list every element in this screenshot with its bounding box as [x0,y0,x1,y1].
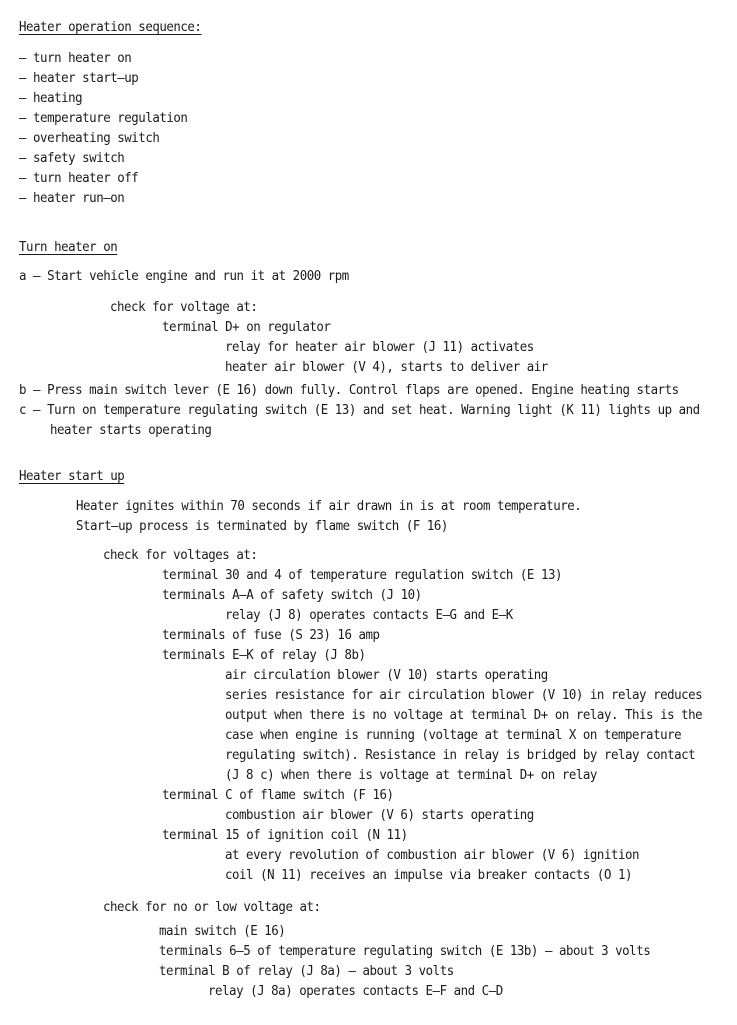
start-up-line: combustion air blower (V 6) starts operating [225,807,534,823]
start-up-line: air circulation blower (V 10) starts operating [225,667,548,683]
start-up-line: terminal C of flame switch (F 16) [162,787,394,803]
sequence-heading: Heater operation sequence: [19,19,202,35]
start-up-line: terminals 6–5 of temperature regulating switch (E 13b) – about 3 volts [159,943,651,959]
start-up-line: relay (J 8a) operates contacts E–F and C–D [208,983,503,999]
sequence-item: – heater start–up [19,70,139,86]
sequence-item: – temperature regulation [19,110,188,126]
check-line: check for voltage at: [110,299,258,315]
start-up-line: Start–up process is terminated by flame switch (F 16) [76,518,448,534]
check-line: terminal D+ on regulator [162,319,331,335]
start-up-line: series resistance for air circulation blower (V 10) in relay reduces [225,687,703,703]
step-b: b – Press main switch lever (E 16) down fully. Control flaps are opened. Engine heating starts [19,382,679,398]
start-up-line: case when engine is running (voltage at terminal X on temperature [225,727,682,743]
step-a: a – Start vehicle engine and run it at 2000 rpm [19,268,349,284]
check-line: relay for heater air blower (J 11) activates [225,339,534,355]
start-up-line: terminals of fuse (S 23) 16 amp [162,627,380,643]
start-up-line: terminals E–K of relay (J 8b) [162,647,366,663]
sequence-item: – turn heater off [19,170,139,186]
step-c-cont: heater starts operating [50,422,212,438]
turn-on-heading: Turn heater on [19,239,118,255]
start-up-line: main switch (E 16) [159,923,286,939]
start-up-line: output when there is no voltage at terminal D+ on relay. This is the [225,707,703,723]
start-up-line: terminal B of relay (J 8a) – about 3 volts [159,963,454,979]
start-up-line: (J 8 c) when there is voltage at terminal D+ on relay [225,767,597,783]
start-up-line: coil (N 11) receives an impulse via breaker contacts (O 1) [225,867,633,883]
start-up-line: terminal 30 and 4 of temperature regulation switch (E 13) [162,567,562,583]
start-up-line: terminal 15 of ignition coil (N 11) [162,827,408,843]
start-up-line: check for voltages at: [103,547,258,563]
check-line: heater air blower (V 4), starts to deliver air [225,359,548,375]
start-up-line: at every revolution of combustion air blower (V 6) ignition [225,847,640,863]
sequence-item: – turn heater on [19,50,132,66]
start-up-line: relay (J 8) operates contacts E–G and E–K [225,607,513,623]
start-up-line: check for no or low voltage at: [103,899,321,915]
sequence-item: – overheating switch [19,130,160,146]
sequence-item: – heating [19,90,83,106]
step-c: c – Turn on temperature regulating switch (E 13) and set heat. Warning light (K 11) lights up and [19,402,700,418]
sequence-item: – safety switch [19,150,125,166]
start-up-line: Heater ignites within 70 seconds if air drawn in is at room temperature. [76,498,582,514]
start-up-heading: Heater start up [19,468,125,484]
start-up-line: terminals A–A of safety switch (J 10) [162,587,422,603]
start-up-line: regulating switch). Resistance in relay is bridged by relay contact [225,747,696,763]
sequence-item: – heater run–on [19,190,125,206]
